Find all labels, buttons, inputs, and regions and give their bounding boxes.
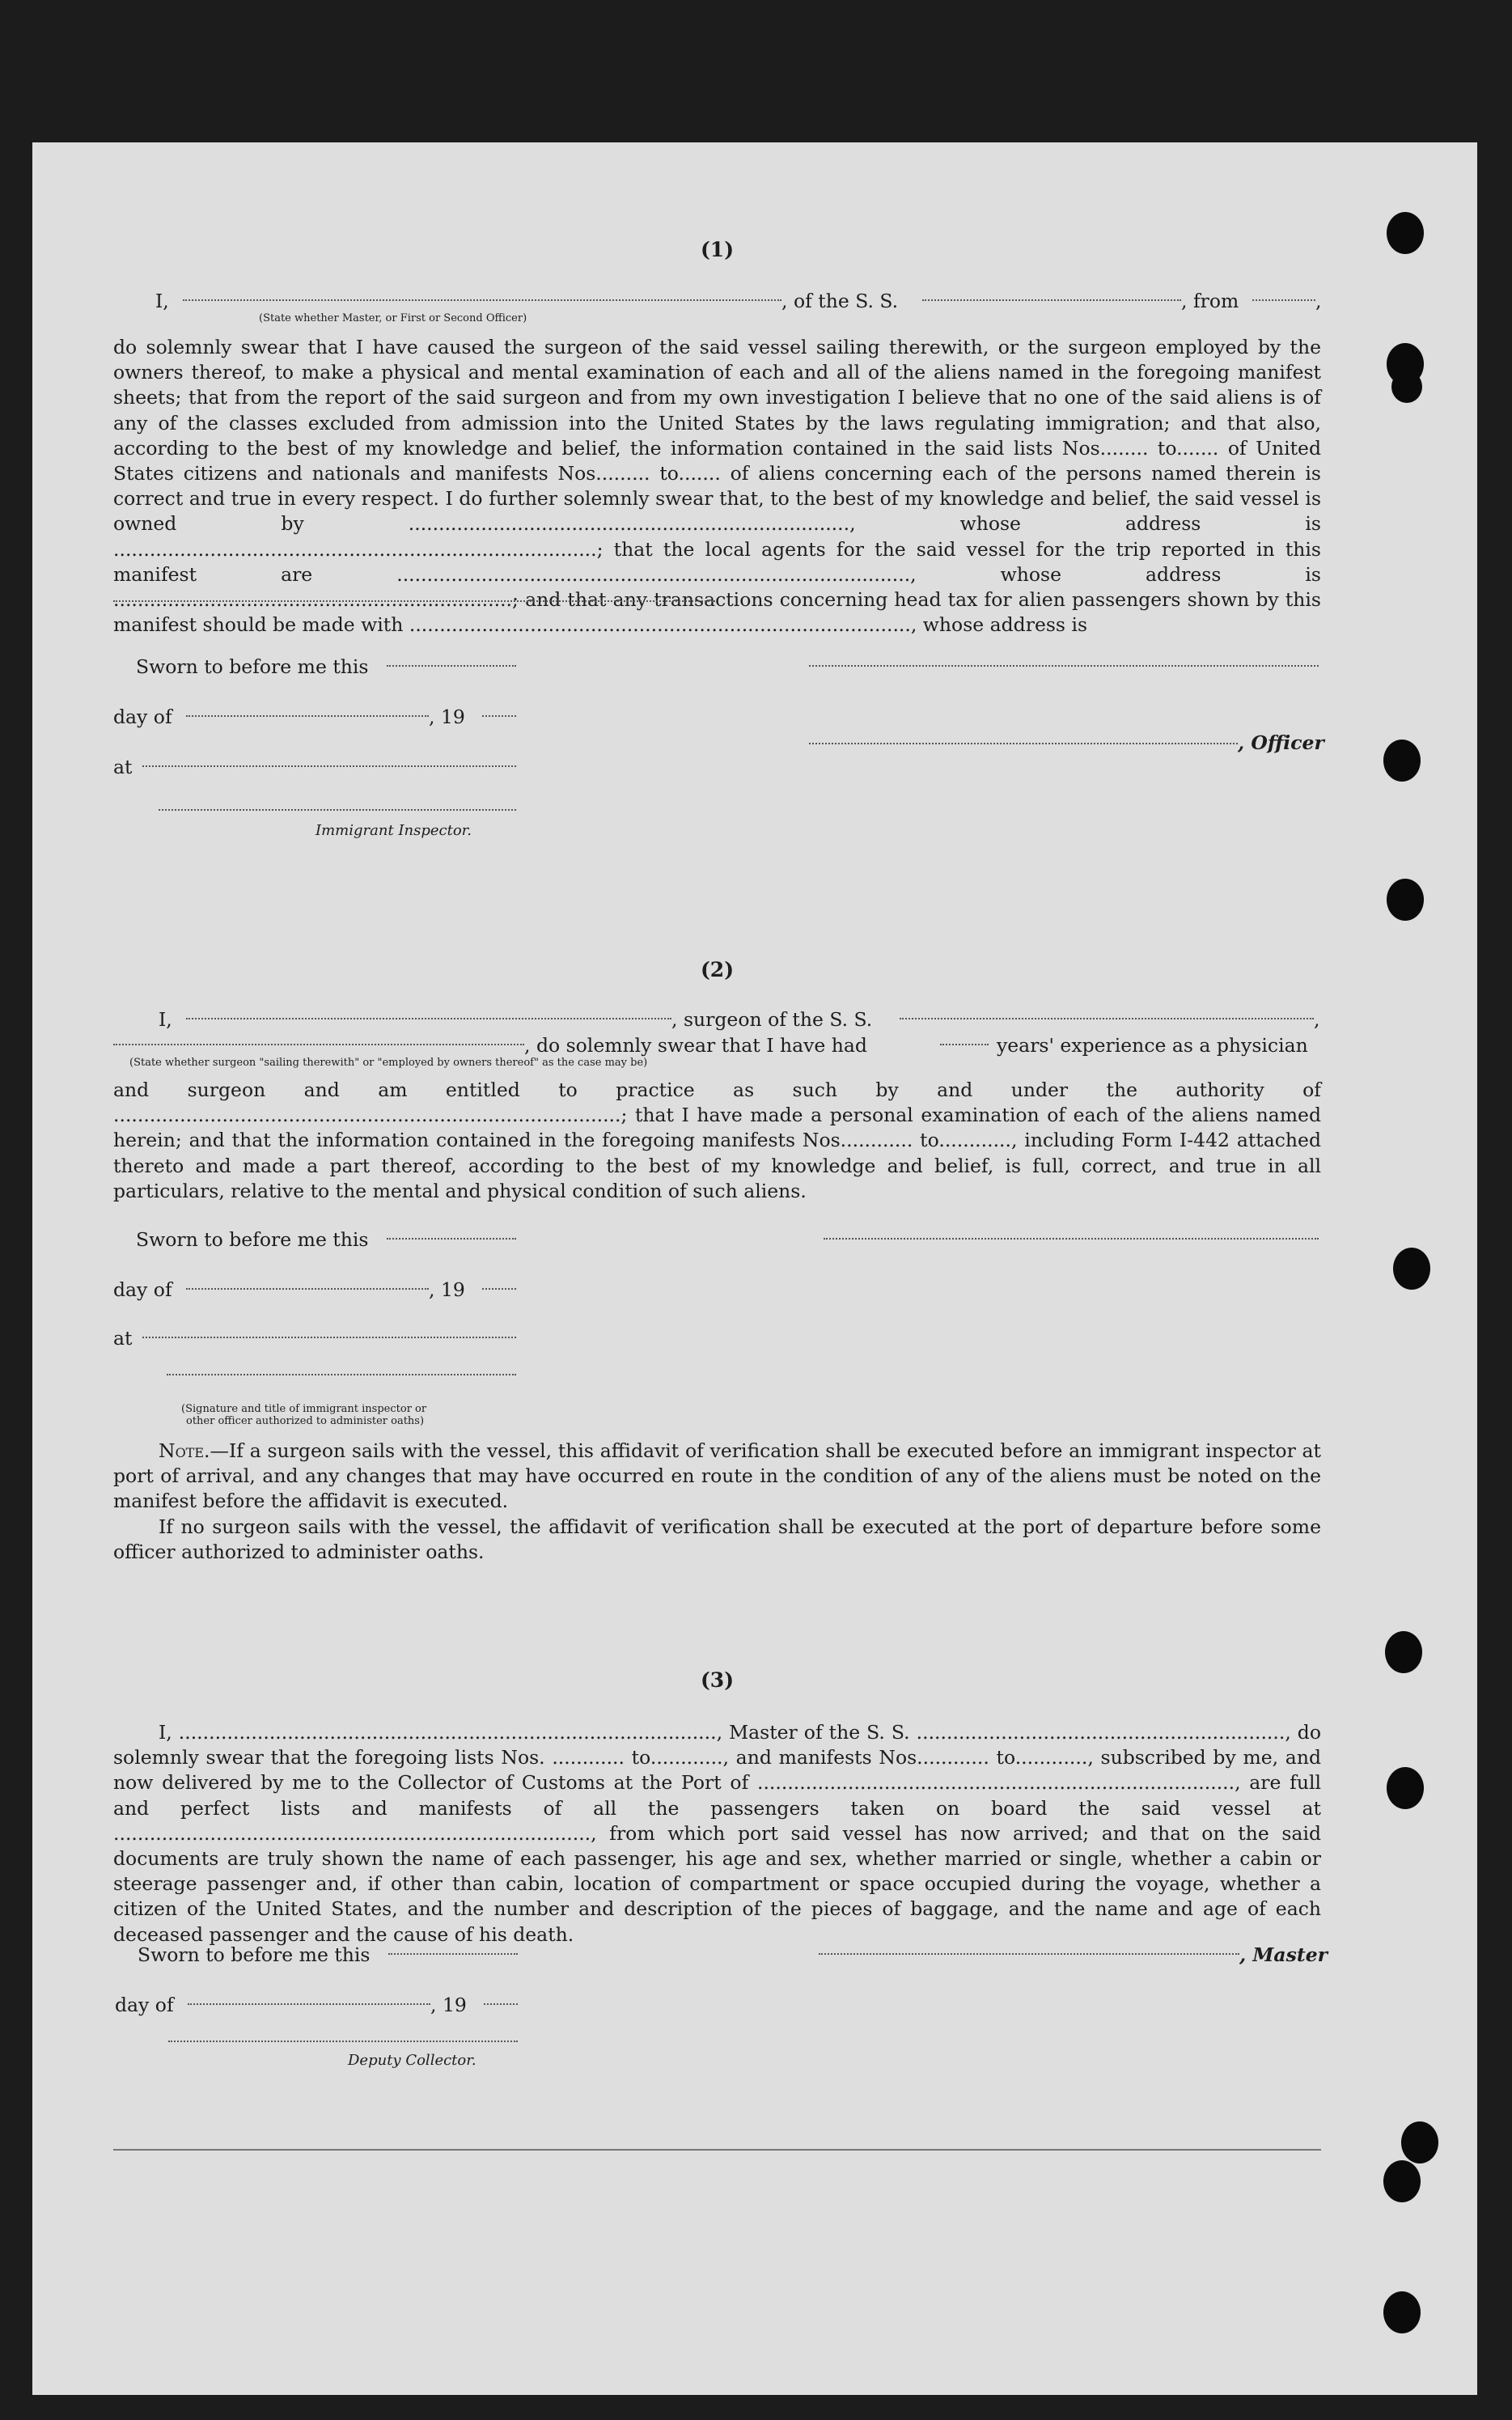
at-label: at [113,756,133,778]
years-blank[interactable] [940,1044,989,1045]
punch-hole [1387,212,1424,254]
master-name-blank[interactable] [183,299,781,301]
sworn-day-blank[interactable] [388,1953,518,1955]
of-ss-label: , of the S. S. [781,290,899,312]
collector-signature-blank[interactable] [168,2041,518,2042]
sworn-label: Sworn to before me this [136,1228,369,1251]
year-label: , 19 [429,706,465,728]
year-label: , 19 [430,1994,467,2016]
punch-hole [1391,371,1422,403]
year-blank[interactable] [482,715,516,717]
note-paragraph-2: If no surgeon sails with the vessel, the affidavit of verification shall be executed at the port of departure before some officer authorized to administer oaths. [113,1515,1321,1564]
master-signature-blank[interactable] [819,1953,1239,1955]
month-blank[interactable] [186,1288,429,1290]
vessel-name-blank[interactable] [900,1018,1314,1019]
affidavit-3-body: I, ........................................................................................., Master of the S. S. ............................................................., do solemnly swear that the foregoing lists Nos. ............ to............, and manifests Nos............ to............, subscribed by me, and now delivered by me to the Collector of Customs at the Port of ..............................................................................., are full and perfect lists and manifests of all the passengers taken on board the said vessel at ..............................................................................., from which port said vessel has now arrived; and that on the said documents are truly shown the name of each passenger, his age and sex, whether married or single, whether a cabin or steerage passenger and, if other than cabin, location of compartment or space occupied during the voyage, whether a citizen of the United States, and the number and description of the pieces of baggage, and the name and age of each deceased passenger and the cause of his death. [113,1721,1321,1946]
month-blank[interactable] [188,2003,430,2005]
surgeon-signature-blank[interactable] [824,1238,1319,1240]
at-blank[interactable] [142,765,516,767]
surgeon-note: (State whether surgeon "sailing therewith" or "employed by owners thereof" as the case may be) [129,1057,648,1069]
punch-hole [1383,2291,1421,2333]
section-number: (1) [700,238,735,261]
signature-note-1: (Signature and title of immigrant inspector or [181,1403,427,1415]
surgeon-type-blank[interactable] [113,1044,524,1045]
month-blank[interactable] [186,715,429,717]
comma: , [1314,1008,1320,1031]
affidavit-1-body: do solemnly swear that I have caused the surgeon of the said vessel sailing therewith, or the surgeon employed by the owners thereof, to make a physical and mental examination of each and all of the aliens named in the foregoing manifest sheets; that from the report of the said surgeon and from my own investigation I believe that no one of the said aliens is of any of the classes excluded from admission into the United States by the laws regulating immigration; and that also, according to the best of my knowledge and belief, the information contained in the said lists Nos........ to....... of United States citizens and nationals and manifests Nos......... to....... of aliens concerning each of the persons named therein is correct and true in every respect. I do further solemnly swear that, to the best of my knowledge and belief, the said vessel is owned by ........................................................................., whose address is ................................................................................; that the local agents for the said vessel for the trip reported in this manifest are ....................................................................................., whose address is ..................................................................; and that any transactions concerning head tax for alien passengers shown by this manifest should be made with ..................................................................................., whose address is [113,336,1321,637]
collector-label: Deputy Collector. [348,2052,476,2069]
section-number: (2) [700,958,735,981]
signature-note-2: other officer authorized to administer oaths) [186,1415,425,1427]
officer-blank[interactable] [809,743,1238,744]
from-label: , from [1181,290,1239,312]
inspector-label: Immigrant Inspector. [316,822,472,839]
affidavit-1 [113,235,1324,866]
signature-blank[interactable] [809,665,1319,667]
year-blank[interactable] [484,2003,518,2005]
at-blank[interactable] [142,1337,516,1338]
sworn-had-label: , do solemnly swear that I have had [524,1034,867,1057]
from-port-blank[interactable] [1252,299,1315,301]
bottom-rule [113,2149,1321,2151]
affidavit-3 [113,1668,1328,2089]
officer-label: , Officer [1238,731,1324,754]
note-label: Note. [159,1439,210,1462]
note-paragraph [113,1439,1321,1515]
sworn-label: Sworn to before me this [136,655,369,678]
affidavit-2 [113,958,1321,1581]
punch-hole [1393,1248,1430,1290]
day-of-label: day of [113,706,172,728]
section-number: (3) [700,1668,735,1692]
vessel-name-blank[interactable] [922,299,1181,301]
surgeon-name-blank[interactable] [186,1018,671,1019]
intro-i: I, [155,290,169,312]
at-label: at [113,1327,133,1350]
punch-hole [1387,1767,1424,1809]
officer-signature-blank[interactable] [167,1374,516,1375]
note-text: —If a surgeon sails with the vessel, this affidavit of verification shall be executed before an immigrant inspector at port of arrival, and any changes that may have occurred en route in the condition of any of the aliens must be noted on the manifest before the affidavit is executed. [113,1439,1321,1513]
years-label: years' experience as a physician [997,1034,1308,1057]
inspector-signature-blank[interactable] [159,809,516,811]
address-blank[interactable] [113,600,715,602]
master-label: , Master [1239,1943,1328,1966]
punch-hole [1383,740,1421,782]
affidavit-2-body: and surgeon and am entitled to practice as such by and under the authority of ....................................................................................; that I have made a personal examination of each of the aliens named herein; and that the information contained in the foregoing manifests Nos............ to............, including Form I-442 attached thereto and made a part thereof, according to the best of my knowledge and belief, is full, correct, and true in all particulars, relative to the mental and physical condition of such aliens. [113,1079,1321,1202]
year-label: , 19 [429,1278,465,1301]
punch-hole [1383,2160,1421,2202]
day-of-label: day of [113,1278,172,1301]
sworn-day-blank[interactable] [387,665,516,667]
master-note: (State whether Master, or First or Second Officer) [259,312,527,324]
day-of-label: day of [115,1994,174,2016]
sworn-day-blank[interactable] [387,1238,516,1240]
intro-i: I, [159,1008,172,1031]
punch-hole [1387,879,1424,921]
punch-hole [1401,2121,1438,2164]
year-blank[interactable] [482,1288,516,1290]
comma: , [1315,290,1322,312]
punch-hole [1385,1631,1422,1673]
surgeon-ss-label: , surgeon of the S. S. [671,1008,873,1031]
sworn-label: Sworn to before me this [138,1943,371,1966]
